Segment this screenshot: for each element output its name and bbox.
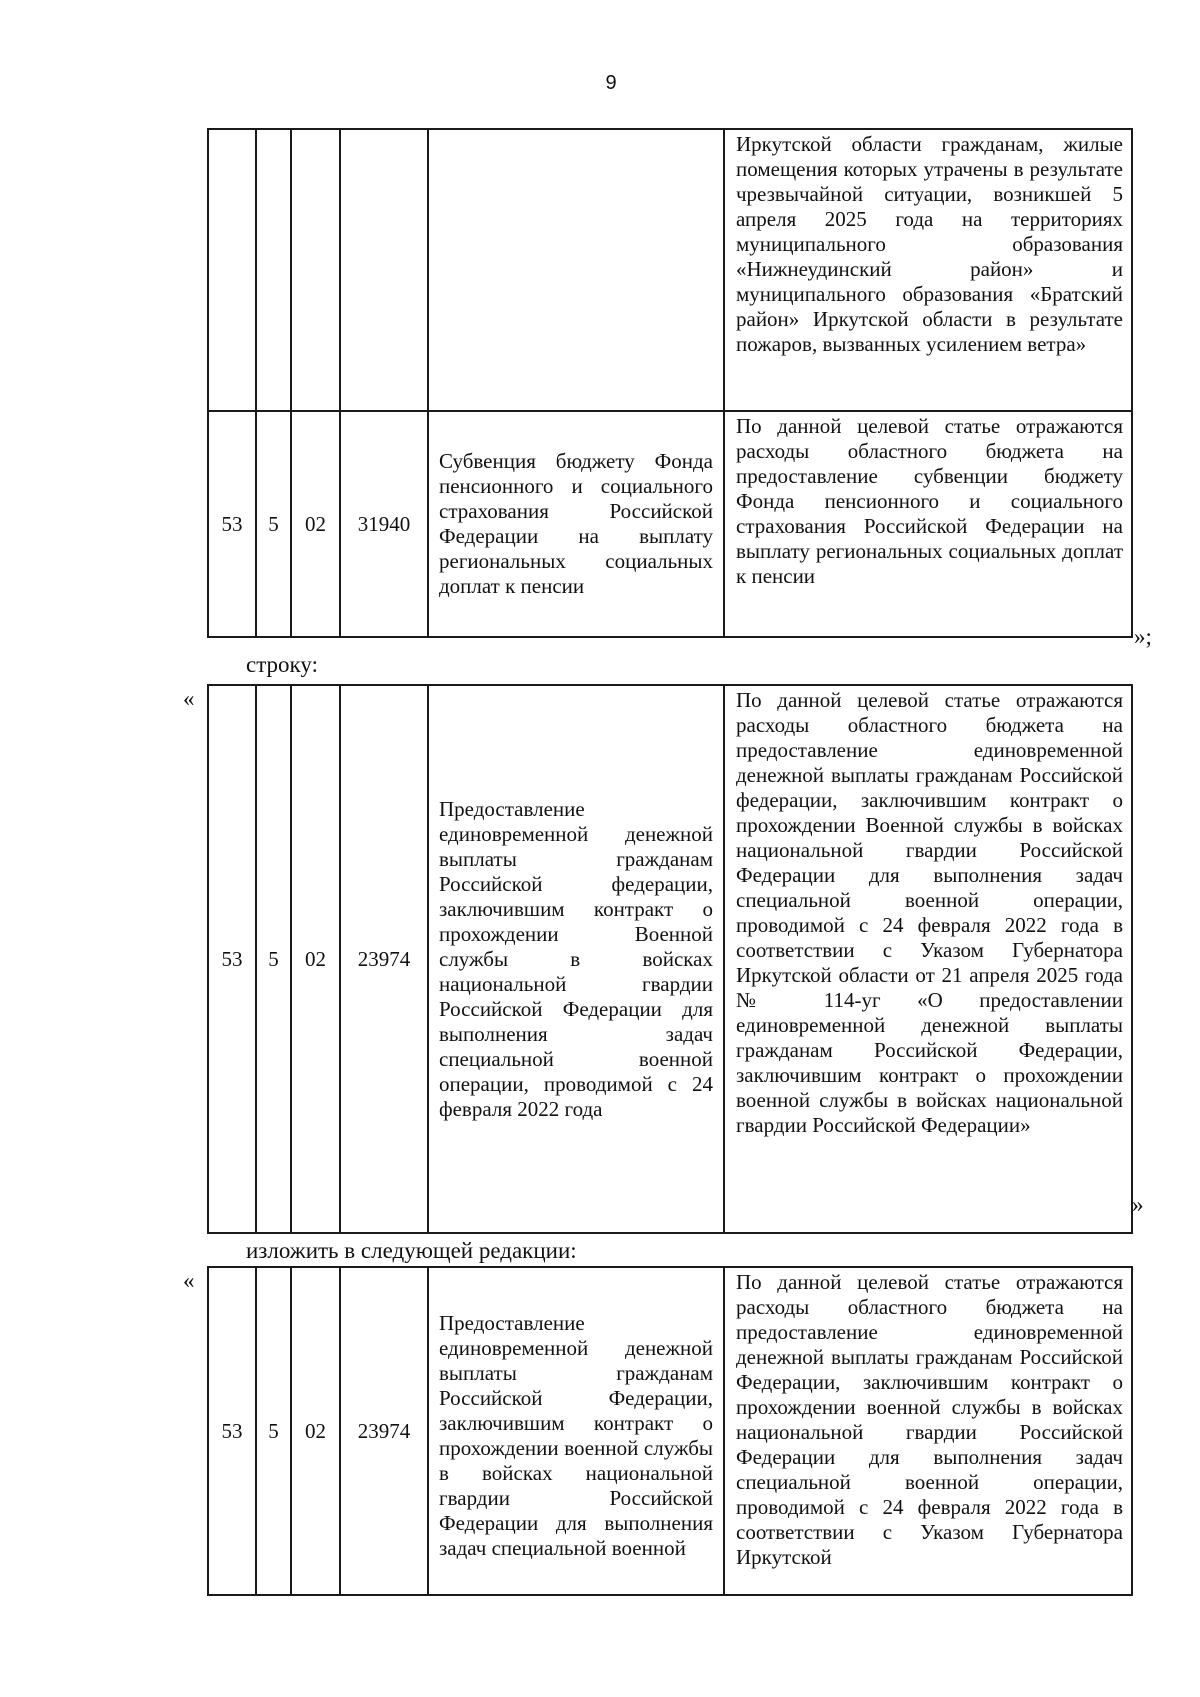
label-line: строку: xyxy=(246,652,318,677)
opening-quote: « xyxy=(183,1268,195,1293)
item-name: Предоставление единовременной денежной выплаты гражданам Российской Федерации, заключившим контракт о прохождении военной службы в войсках национальной гвардии Российской Федерации для выполнения задач специальной военной xyxy=(439,1311,713,1560)
description-cell xyxy=(724,129,1132,411)
code-section: 53 xyxy=(208,1267,256,1595)
continuation-text: Иркутской области гражданам, жилые помещения которых утрачены в результате чрезвычайной ситуации, возникшей 5 апреля 2025 года на территориях муниципального образования «Нижнеудинский район» и муниципального образования «Братский район» Иркутской области в результате пожаров, вызванных усилением ветра» xyxy=(736,132,1123,356)
table-row xyxy=(208,685,1132,1233)
code-direction: 31940 xyxy=(340,411,428,637)
code-subprogram: 02 xyxy=(291,685,340,1233)
description-cell xyxy=(724,685,1132,1233)
code-program: 5 xyxy=(256,411,291,637)
budget-table-continuation xyxy=(207,128,1133,638)
item-name: Субвенция бюджету Фонда пенсионного и социального страхования Российской Федерации на выплату региональных социальных доплат к пенсии xyxy=(439,449,713,598)
code-subprogram: 02 xyxy=(291,1267,340,1595)
code-direction: 23974 xyxy=(340,1267,428,1595)
table-row xyxy=(208,411,1132,637)
name-cell xyxy=(428,411,724,637)
closing-quote: » xyxy=(1132,1192,1144,1217)
item-name: Предоставление единовременной денежной выплаты гражданам Российской федерации, заключившим контракт о прохождении Военной службы в войсках национальной гвардии Российской Федерации для выполнения задач специальной военной операции, проводимой с 24 февраля 2022 года xyxy=(439,796,713,1121)
code-section: 53 xyxy=(208,685,256,1233)
budget-table-old-row xyxy=(207,684,1133,1234)
budget-table-new-row xyxy=(207,1266,1133,1596)
table-row xyxy=(208,1267,1132,1595)
code-program: 5 xyxy=(256,685,291,1233)
description-cell xyxy=(724,1267,1132,1595)
description-cell xyxy=(724,411,1132,637)
item-description: По данной целевой статье отражаются расходы областного бюджета на предоставление субвенции бюджету Фонда пенсионного и социального страхования Российской Федерации на выплату региональных социальных доплат к пенсии xyxy=(736,414,1123,588)
code-direction: 23974 xyxy=(340,685,428,1233)
code-subprogram: 02 xyxy=(291,411,340,637)
closing-quote: »; xyxy=(1134,624,1152,649)
edition-line: изложить в следующей редакции: xyxy=(246,1238,577,1263)
item-description: По данной целевой статье отражаются расходы областного бюджета на предоставление единовременной денежной выплаты гражданам Российской Федерации, заключившим контракт о прохождении военной службы в войсках национальной гвардии Российской Федерации для выполнения задач специальной военной операции, проводимой с 24 февраля 2022 года в соответствии с Указом Губернатора Иркутской xyxy=(736,1270,1123,1569)
opening-quote: « xyxy=(183,686,195,711)
table-row xyxy=(208,129,1132,411)
name-cell xyxy=(428,1267,724,1595)
name-cell xyxy=(428,685,724,1233)
code-program: 5 xyxy=(256,1267,291,1595)
page-number: 9 xyxy=(605,72,617,94)
item-description: По данной целевой статье отражаются расходы областного бюджета на предоставление единовременной денежной выплаты гражданам Российской федерации, заключившим контракт о прохождении Военной службы в войсках национальной гвардии Российской Федерации для выполнения задач специальной военной операции, проводимой с 24 февраля 2022 года в соответствии с Указом Губернатора Иркутской области от 21 апреля 2025 года № 114-уг «О предоставлении единовременной денежной выплаты гражданам Российской Федерации, заключившим контракт о прохождении военной службы в войсках национальной гвардии Российской Федерации» xyxy=(736,688,1123,1137)
code-section: 53 xyxy=(208,411,256,637)
